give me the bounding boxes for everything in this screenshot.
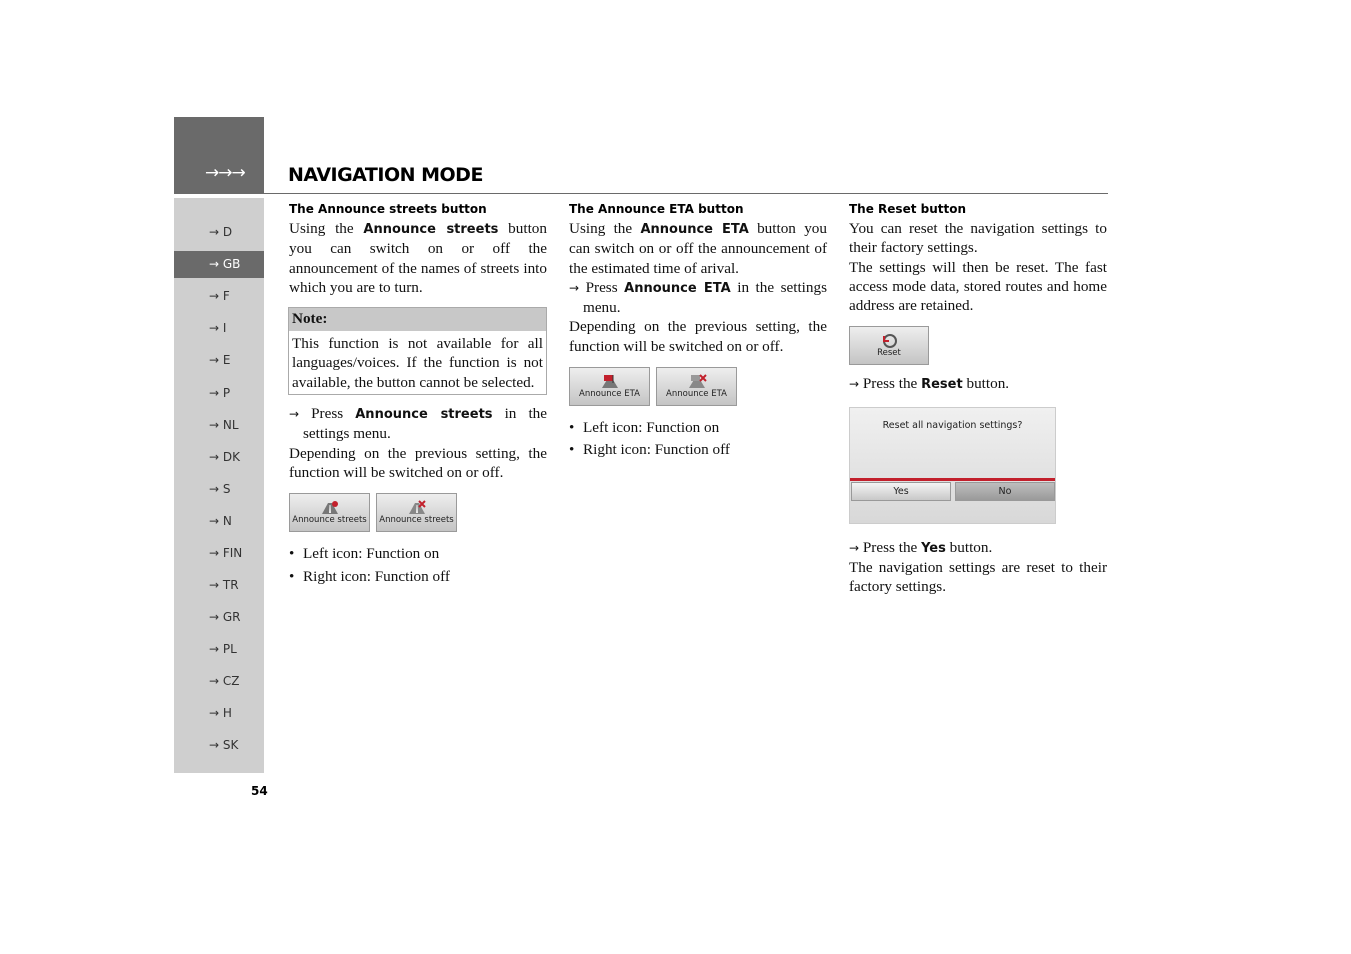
- sidebar-item-cz[interactable]: → CZ: [209, 674, 240, 688]
- sidebar-item-p[interactable]: → P: [209, 386, 231, 400]
- icon-pair: [569, 367, 827, 406]
- reset-button-image: Reset: [849, 326, 929, 365]
- header-arrows: →→→: [205, 163, 245, 183]
- paragraph: The settings will then be reset. The fast access mode data, stored routes and home address are retained.: [849, 258, 1107, 315]
- sidebar-item-tr[interactable]: → TR: [209, 578, 239, 592]
- paragraph: Using the Announce ETA button you can switch on or off the announcement of the estimated time of arival.: [569, 220, 827, 277]
- instruction-step: → Press Announce ETA in the settings menu.: [569, 278, 827, 317]
- sidebar-item-h[interactable]: → H: [209, 706, 232, 720]
- icon-pair: [289, 493, 547, 532]
- sidebar-item-f[interactable]: → F: [209, 289, 230, 303]
- announce-eta-on-button: Announce ETA: [569, 367, 650, 406]
- announce-streets-on-button: Announce streets: [289, 493, 370, 532]
- sidebar-item-n[interactable]: → N: [209, 514, 232, 528]
- section-heading: The Announce ETA button: [569, 202, 744, 216]
- paragraph: Depending on the previous setting, the function will be switched on or off.: [569, 318, 827, 355]
- dialog-message: Reset all navigation settings?: [882, 419, 1023, 431]
- announce-streets-off-button: Announce streets: [376, 493, 457, 532]
- sidebar-item-fin[interactable]: → FIN: [209, 546, 243, 560]
- header-divider: [264, 193, 1108, 194]
- note-box: [288, 307, 547, 395]
- sidebar-item-pl[interactable]: → PL: [209, 642, 237, 656]
- paragraph: Depending on the previous setting, the function will be switched on or off.: [289, 444, 547, 481]
- list-item: • Right icon: Function off: [289, 567, 547, 586]
- instruction-step: → Press the Reset button.: [849, 375, 1010, 393]
- sidebar-item-e[interactable]: → E: [209, 353, 231, 367]
- page-number: 54: [251, 784, 268, 798]
- bullet-list: [289, 544, 547, 586]
- list-item: • Left icon: Function on: [569, 418, 827, 437]
- list-item: • Right icon: Function off: [569, 440, 827, 459]
- note-heading: Note:: [289, 308, 546, 331]
- paragraph: The navigation settings are reset to their factory settings.: [849, 559, 1107, 596]
- sidebar-item-s[interactable]: → S: [209, 482, 231, 496]
- bullet-list: [569, 418, 827, 460]
- reset-section: [849, 202, 1107, 597]
- dialog-divider: [850, 478, 1055, 481]
- sidebar-item-nl[interactable]: → NL: [209, 418, 239, 432]
- sidebar-item-dk[interactable]: → DK: [209, 450, 240, 464]
- list-item: • Left icon: Function on: [289, 544, 547, 563]
- reset-confirm-dialog: [849, 407, 1056, 524]
- announce-eta-section: [569, 202, 827, 463]
- sidebar-item-sk[interactable]: → SK: [209, 738, 239, 752]
- announce-eta-off-button: Announce ETA: [656, 367, 737, 406]
- instruction-step: → Press Announce streets in the settings menu.: [289, 405, 548, 443]
- paragraph: Using the Announce streets button you can switch on or off the announcement of the names of streets into which you are to turn.: [289, 220, 547, 296]
- sidebar-item-gr[interactable]: → GR: [209, 610, 241, 624]
- section-heading: The Reset button: [849, 202, 967, 216]
- instruction-step: → Press the Yes button.: [849, 538, 993, 556]
- sidebar-item-i[interactable]: → I: [209, 321, 227, 335]
- sidebar-item-gb[interactable]: → GB: [174, 251, 264, 278]
- page-title: NAVIGATION MODE: [288, 164, 483, 186]
- yes-button: Yes: [851, 482, 951, 501]
- section-heading: The Announce streets button: [289, 202, 487, 216]
- paragraph: You can reset the navigation settings to their factory settings.: [849, 220, 1107, 257]
- sidebar-item-d[interactable]: → D: [209, 225, 233, 239]
- note-body: This function is not available for all languages/voices. If the function is not available, the button cannot be selected.: [292, 335, 543, 391]
- announce-streets-section: [289, 202, 547, 589]
- language-sidebar: [174, 198, 264, 773]
- no-button: No: [955, 482, 1055, 501]
